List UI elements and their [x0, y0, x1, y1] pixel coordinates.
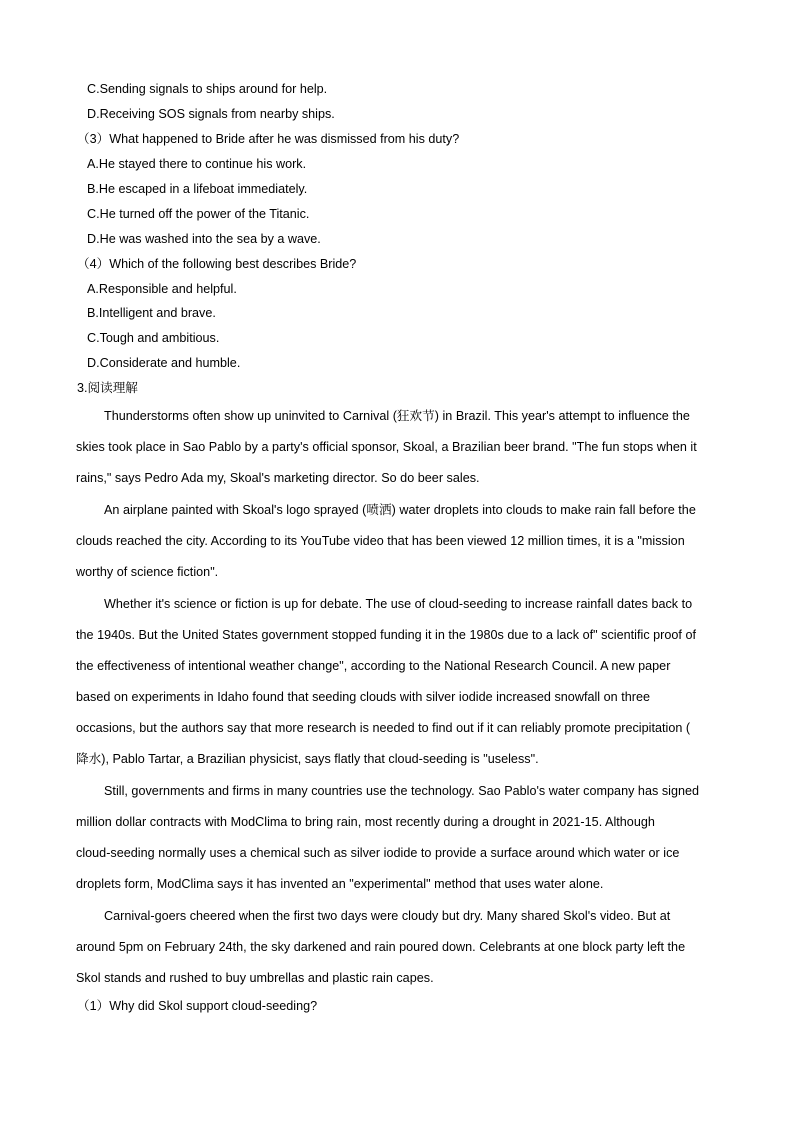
- q3-option-d: D.He was washed into the sea by a wave.: [87, 232, 321, 246]
- s3-q1-stem: （1）Why did Skol support cloud-seeding?: [77, 999, 318, 1013]
- passage-line: worthy of science fiction".: [76, 565, 219, 579]
- q3-stem: （3）What happened to Bride after he was dismissed from his duty?: [77, 132, 460, 146]
- passage-line: Thunderstorms often show up uninvited to Carnival (狂欢节) in Brazil. This year's attempt to influence the: [104, 409, 690, 423]
- q4-option-a: A.Responsible and helpful.: [87, 282, 237, 296]
- q4-stem: （4）Which of the following best describes Bride?: [77, 257, 357, 271]
- passage-line: rains," says Pedro Ada my, Skoal's marketing director. So do beer sales.: [76, 471, 480, 485]
- passage-line: Skol stands and rushed to buy umbrellas and plastic rain capes.: [76, 971, 434, 985]
- passage-line: million dollar contracts with ModClima to bring rain, most recently during a drought in 2021-15. Although: [76, 815, 655, 829]
- passage-line: cloud-seeding normally uses a chemical such as silver iodide to provide a surface around which water or ice: [76, 846, 680, 860]
- q4-option-d: D.Considerate and humble.: [87, 356, 241, 370]
- passage-line: 降水), Pablo Tartar, a Brazilian physicist, says flatly that cloud-seeding is "useless".: [76, 752, 539, 766]
- q2-option-c: C.Sending signals to ships around for help.: [87, 82, 328, 96]
- q3-option-b: B.He escaped in a lifeboat immediately.: [87, 182, 308, 196]
- passage-line: Still, governments and firms in many countries use the technology. Sao Pablo's water company has signed: [104, 784, 700, 798]
- passage-line: occasions, but the authors say that more research is needed to find out if it can reliably promote precipitation (: [76, 721, 691, 735]
- passage-line: the effectiveness of intentional weather change", according to the National Research Council. A new paper: [76, 659, 671, 673]
- q4-option-b: B.Intelligent and brave.: [87, 306, 216, 320]
- q4-option-c: C.Tough and ambitious.: [87, 331, 220, 345]
- passage-line: Carnival-goers cheered when the first two days were cloudy but dry. Many shared Skol's video. But at: [104, 909, 671, 923]
- passage-line: the 1940s. But the United States government stopped funding it in the 1980s due to a lack of" scientific proof of: [76, 628, 697, 642]
- passage-line: An airplane painted with Skoal's logo sprayed (喷洒) water droplets into clouds to make rain fall before the: [104, 503, 696, 517]
- q2-option-d: D.Receiving SOS signals from nearby ships.: [87, 107, 335, 121]
- passage-line: clouds reached the city. According to its YouTube video that has been viewed 12 million times, it is a "mission: [76, 534, 685, 548]
- passage-line: Whether it's science or fiction is up for debate. The use of cloud-seeding to increase rainfall dates back to: [104, 597, 693, 611]
- passage-line: around 5pm on February 24th, the sky darkened and rain poured down. Celebrants at one block party left the: [76, 940, 686, 954]
- q3-option-c: C.He turned off the power of the Titanic.: [87, 207, 310, 221]
- section-heading: 3.阅读理解: [77, 381, 138, 395]
- passage-line: droplets form, ModClima says it has invented an "experimental" method that uses water alone.: [76, 877, 604, 891]
- passage-line: based on experiments in Idaho found that seeding clouds with silver iodide increased snowfall on three: [76, 690, 651, 704]
- q3-option-a: A.He stayed there to continue his work.: [87, 157, 307, 171]
- passage-line: skies took place in Sao Pablo by a party's official sponsor, Skoal, a Brazilian beer brand. "The fun stops when it: [76, 440, 697, 454]
